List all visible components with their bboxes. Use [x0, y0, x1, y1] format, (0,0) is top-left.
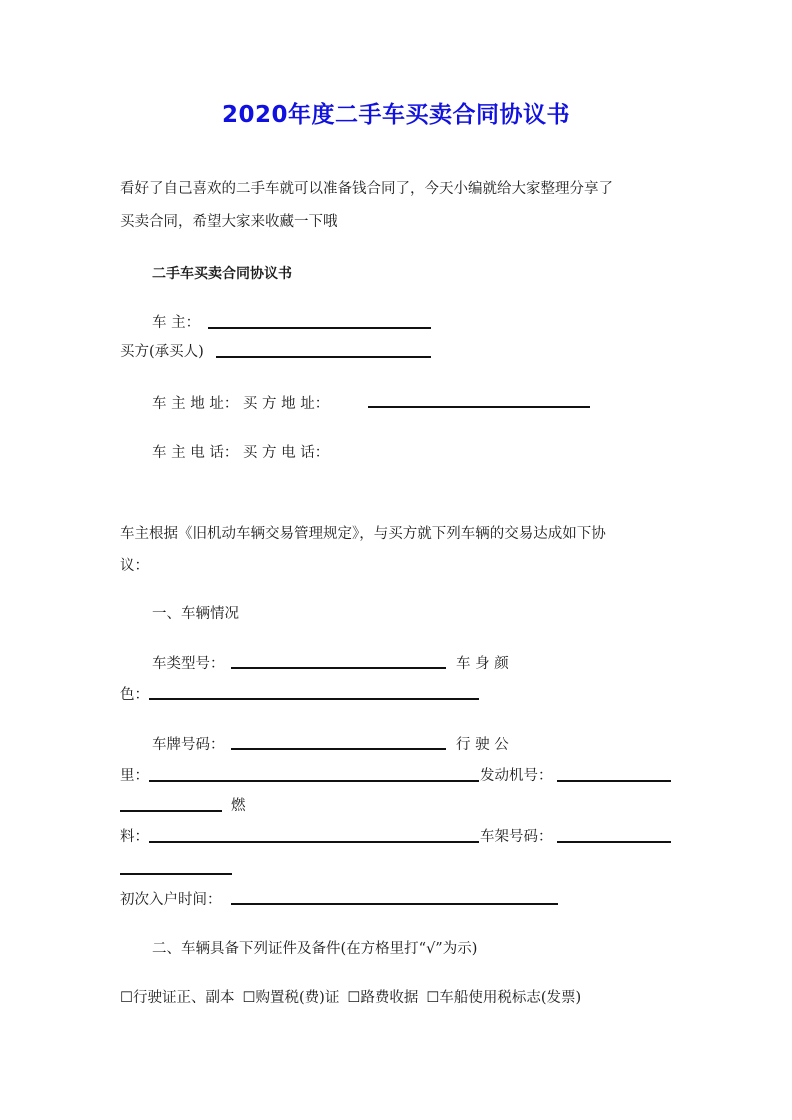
plate-label: 车牌号码：	[152, 737, 225, 753]
frame-blank-b[interactable]	[120, 873, 232, 875]
fuel-label-b: 料：	[120, 829, 149, 845]
agreement-line-1: 车主根据《旧机动车辆交易管理规定》，与买方就下列车辆的交易达成如下协	[120, 526, 606, 542]
mileage-label-b: 里：	[120, 768, 149, 784]
checkbox-item[interactable]	[243, 989, 340, 1007]
body-color-blank[interactable]	[149, 698, 479, 700]
intro-line-2: 买卖合同，希望大家来收藏一下哦	[120, 214, 338, 230]
engine-blank-b[interactable]	[120, 810, 222, 812]
checkbox-item[interactable]	[120, 989, 235, 1007]
plate-blank[interactable]	[231, 748, 446, 750]
buyer-label: 买方(承买人)	[120, 344, 204, 360]
engine-blank-a[interactable]	[557, 780, 671, 782]
model-blank[interactable]	[231, 667, 446, 669]
subtitle: 二手车买卖合同协议书	[152, 266, 292, 282]
checkbox-item[interactable]	[426, 989, 581, 1007]
address-labels: 车 主 地 址： 买 方 地 址：	[152, 396, 330, 412]
owner-blank[interactable]	[208, 327, 431, 329]
intro-line-1: 看好了自己喜欢的二手车就可以准备钱合同了，今天小编就给大家整理分享了	[120, 181, 613, 197]
frame-label: 车架号码：	[480, 829, 553, 845]
checkbox-icon[interactable]: ☐	[426, 990, 440, 1006]
checkbox-label: 车船使用税标志(发票)	[439, 990, 582, 1006]
documents-checklist	[120, 989, 581, 1007]
document-title: 2020年度二手车买卖合同协议书	[221, 102, 570, 128]
registration-blank[interactable]	[231, 903, 558, 905]
buyer-blank[interactable]	[216, 356, 431, 358]
frame-blank-a[interactable]	[557, 841, 671, 843]
fuel-label-a: 燃	[231, 798, 246, 814]
agreement-line-2: 议：	[120, 558, 149, 574]
checkbox-label: 行驶证正、副本	[133, 990, 235, 1006]
body-color-label-b: 色：	[120, 687, 149, 703]
fuel-blank[interactable]	[149, 841, 479, 843]
checkbox-label: 购置税(费)证	[255, 990, 340, 1006]
mileage-blank[interactable]	[149, 780, 479, 782]
checkbox-item[interactable]	[347, 989, 418, 1007]
checkbox-label: 路费收据	[360, 990, 419, 1006]
registration-label: 初次入户时间：	[120, 892, 222, 908]
owner-label: 车 主：	[152, 315, 201, 331]
checkbox-icon[interactable]: ☐	[242, 990, 256, 1006]
address-blank[interactable]	[368, 406, 590, 408]
body-color-label-a: 车 身 颜	[456, 656, 509, 672]
model-label: 车类型号：	[152, 656, 225, 672]
section1-heading: 一、车辆情况	[152, 606, 239, 622]
phone-labels: 车 主 电 话： 买 方 电 话：	[152, 445, 330, 461]
section2-heading: 二、车辆具备下列证件及备件(在方格里打“√”为示)	[152, 941, 478, 957]
mileage-label-a: 行 驶 公	[456, 737, 509, 753]
engine-label: 发动机号：	[480, 768, 553, 784]
checkbox-icon[interactable]: ☐	[347, 990, 361, 1006]
checkbox-icon[interactable]: ☐	[120, 990, 133, 1006]
